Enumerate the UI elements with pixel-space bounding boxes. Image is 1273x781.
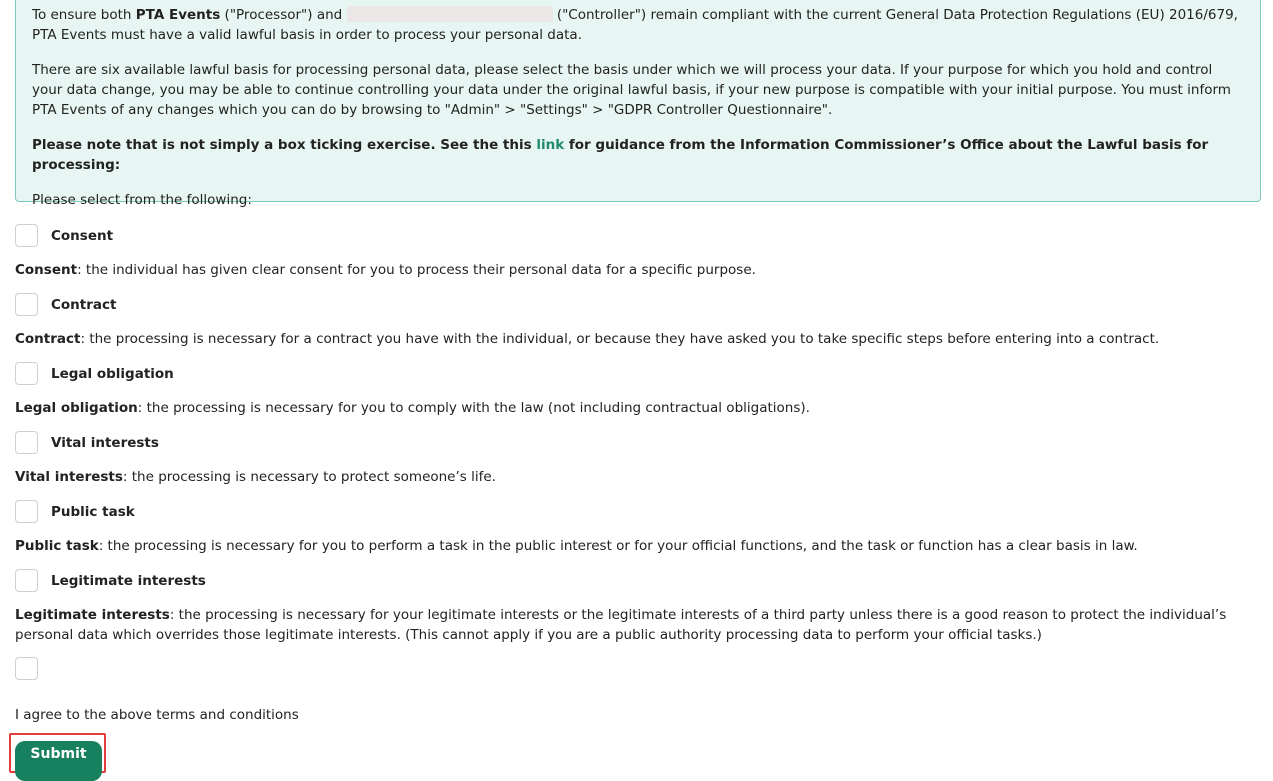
public-task-term: Public task bbox=[15, 538, 99, 554]
legal-obligation-description bbox=[15, 398, 1255, 418]
legitimate-interests-text: : the processing is necessary for your legitimate interests or the legitimate interests of a third party unless there is a good reason to protect the individual’s personal data which overrides those legitimate interests. (This cannot apply if you are a public authority processing data to perform your official tasks.) bbox=[15, 607, 1227, 643]
ico-guidance-link[interactable]: link bbox=[536, 137, 565, 153]
redacted-controller-name bbox=[347, 6, 553, 22]
guidance-note bbox=[32, 135, 1244, 175]
consent-checkbox[interactable] bbox=[15, 224, 38, 247]
option-vital-interests[interactable] bbox=[15, 430, 159, 455]
vital-interests-text: : the processing is necessary to protect someone’s life. bbox=[122, 469, 496, 485]
contract-checkbox[interactable] bbox=[15, 293, 38, 316]
vital-interests-checkbox[interactable] bbox=[15, 431, 38, 454]
contract-term: Contract bbox=[15, 331, 81, 347]
agree-terms-label: I agree to the above terms and conditions bbox=[15, 707, 299, 723]
public-task-text: : the processing is necessary for you to perform a task in the public interest or for your official functions, and the task or function has a clear basis in law. bbox=[98, 538, 1138, 554]
public-task-checkbox[interactable] bbox=[15, 500, 38, 523]
option-contract[interactable] bbox=[15, 292, 116, 317]
legitimate-interests-description bbox=[15, 605, 1255, 645]
submit-button[interactable]: Submit bbox=[15, 741, 102, 781]
agree-terms-checkbox[interactable] bbox=[15, 657, 38, 680]
consent-term: Consent bbox=[15, 262, 78, 278]
consent-description bbox=[15, 260, 1255, 280]
option-consent[interactable] bbox=[15, 223, 113, 248]
contract-label: Contract bbox=[51, 296, 117, 313]
legitimate-interests-label: Legitimate interests bbox=[51, 572, 206, 589]
guidance-note-end: for guidance from the Information Commissioner’s Office about the Lawful basis for processing: bbox=[32, 137, 1209, 173]
contract-description bbox=[15, 329, 1255, 349]
consent-label: Consent bbox=[51, 227, 114, 244]
guidance-note-start: Please note that is not simply a box ticking exercise. See the this bbox=[32, 137, 537, 153]
intro-paragraph-2: There are six available lawful basis for processing personal data, please select the basis under which we will process your data. If your purpose for which you hold and control your data change, you may be able to continue controlling your data under the original lawful basis, if your new purpose is compatible with your initial purpose. You must inform PTA Events of any changes which you can do by browsing to "Admin" > "Settings" > "GDPR Controller Questionnaire". bbox=[32, 62, 1231, 118]
option-legal-obligation[interactable] bbox=[15, 361, 174, 386]
vital-interests-term: Vital interests bbox=[15, 469, 123, 485]
public-task-label: Public task bbox=[51, 503, 135, 520]
option-public-task[interactable] bbox=[15, 499, 135, 524]
intro-text-controller: ("Controller") remain compliant with the current General Data Protection Regulations (EU) 2016/679, PTA Events must have a valid lawful basis in order to process your personal data. bbox=[32, 7, 1238, 43]
select-prompt: Please select from the following: bbox=[32, 192, 252, 208]
legitimate-interests-term: Legitimate interests bbox=[15, 607, 170, 623]
legal-obligation-term: Legal obligation bbox=[15, 400, 138, 416]
processor-name: PTA Events bbox=[135, 7, 221, 23]
vital-interests-label: Vital interests bbox=[51, 434, 159, 451]
intro-paragraph-1 bbox=[32, 5, 1244, 45]
consent-text: : the individual has given clear consent for you to process their personal data for a specific purpose. bbox=[77, 262, 756, 278]
option-agree[interactable] bbox=[15, 656, 38, 681]
legal-obligation-checkbox[interactable] bbox=[15, 362, 38, 385]
vital-interests-description bbox=[15, 467, 1255, 487]
intro-text-processor: ("Processor") and bbox=[220, 7, 343, 23]
submit-highlight bbox=[9, 733, 106, 773]
contract-text: : the processing is necessary for a contract you have with the individual, or because they have asked you to take specific steps before entering into a contract. bbox=[80, 331, 1160, 347]
public-task-description bbox=[15, 536, 1255, 556]
legal-obligation-label: Legal obligation bbox=[51, 365, 174, 382]
legitimate-interests-checkbox[interactable] bbox=[15, 569, 38, 592]
option-legitimate-interests[interactable] bbox=[15, 568, 206, 593]
intro-text-start: To ensure both bbox=[32, 7, 136, 23]
legal-obligation-text: : the processing is necessary for you to comply with the law (not including contractual obligations). bbox=[137, 400, 810, 416]
gdpr-info-box bbox=[15, 0, 1261, 208]
